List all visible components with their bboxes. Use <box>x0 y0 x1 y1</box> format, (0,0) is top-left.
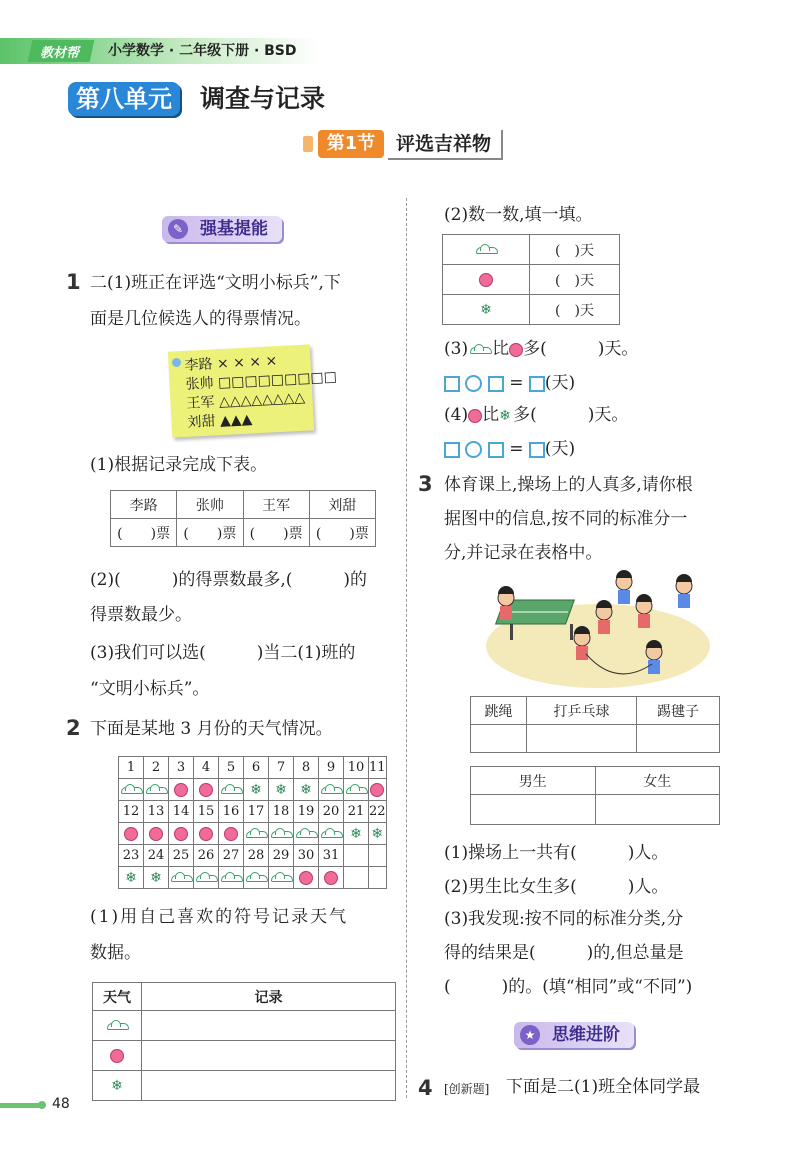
medal-icon: ★ <box>520 1025 540 1045</box>
calendar-weather <box>269 867 294 889</box>
page-dot <box>38 1101 46 1109</box>
question-2-number: 2 <box>66 716 81 740</box>
calendar-day: 21 <box>344 801 369 823</box>
count-cloud-cell <box>443 235 530 265</box>
cloudy-icon <box>244 873 268 882</box>
calendar-day: 25 <box>169 845 194 867</box>
vote-table <box>110 490 376 547</box>
calendar-weather <box>194 823 219 845</box>
section-deco <box>303 136 313 152</box>
sunny-icon <box>370 783 384 797</box>
gender-header: 男生 <box>471 767 596 795</box>
sunny-icon <box>509 343 523 357</box>
cloudy-icon <box>468 345 492 354</box>
snow-icon: ❄ <box>371 825 384 842</box>
q2-part3-than: 比 <box>492 339 510 359</box>
equals-sign: = <box>509 373 524 393</box>
sunny-icon <box>110 1049 124 1063</box>
vote-answer-cell[interactable]: ( )票 <box>177 519 243 547</box>
snow-icon: ❄ <box>480 301 492 318</box>
blank-square[interactable] <box>488 442 504 458</box>
calendar-day <box>344 845 369 867</box>
calendar-weather <box>319 823 344 845</box>
weather-calendar <box>118 756 387 889</box>
calendar-day: 17 <box>244 801 269 823</box>
q3-part3a: (3)我发现:按不同的标准分类,分 <box>444 909 684 929</box>
question-3-number: 3 <box>418 472 433 496</box>
q2-part4 <box>444 404 628 426</box>
pencil-icon: ✎ <box>168 219 188 239</box>
calendar-day: 12 <box>119 801 144 823</box>
calendar-weather <box>294 779 319 801</box>
note-line: 张帅 □□□□□□□□□ <box>185 368 338 393</box>
record-cloud-cell <box>93 1011 142 1041</box>
gender-table <box>470 766 720 825</box>
cloudy-icon <box>219 873 243 882</box>
playground-illustration <box>486 568 710 688</box>
cloudy-icon <box>269 873 293 882</box>
calendar-day: 22 <box>369 801 387 823</box>
page-bar <box>0 1103 42 1108</box>
calendar-day: 14 <box>169 801 194 823</box>
calendar-weather <box>144 823 169 845</box>
calendar-day: 16 <box>219 801 244 823</box>
q2-equation-4 <box>444 438 575 460</box>
blank-circle[interactable] <box>465 375 482 392</box>
calendar-weather <box>144 779 169 801</box>
q2-equation-3 <box>444 372 575 394</box>
calendar-day: 3 <box>169 757 194 779</box>
calendar-day: 2 <box>144 757 169 779</box>
column-divider <box>406 198 407 1098</box>
blank-square[interactable] <box>529 442 545 458</box>
series-tag: 教材帮 <box>28 40 95 62</box>
q2-part4-than: 比 <box>482 405 500 425</box>
snow-icon: ❄ <box>250 781 262 798</box>
calendar-day: 5 <box>219 757 244 779</box>
calendar-weather <box>119 779 144 801</box>
calendar-weather <box>344 823 369 845</box>
calendar-weather <box>244 779 269 801</box>
equation-unit: (天) <box>544 439 576 459</box>
record-input[interactable] <box>142 1011 396 1041</box>
q2-part3-label: (3) <box>444 339 469 359</box>
vote-header: 张帅 <box>177 491 243 519</box>
calendar-weather <box>219 867 244 889</box>
blank-square[interactable] <box>444 442 460 458</box>
calendar-weather <box>119 867 144 889</box>
cloudy-icon <box>105 1021 129 1030</box>
q3-line3: 分,并记录在表格中。 <box>444 543 603 563</box>
calendar-weather <box>194 779 219 801</box>
gender-input[interactable] <box>471 795 596 825</box>
calendar-day: 13 <box>144 801 169 823</box>
cloudy-icon <box>474 245 498 254</box>
vote-answer-cell[interactable]: ( )票 <box>243 519 309 547</box>
q2-part3 <box>444 338 638 360</box>
sunny-icon <box>479 273 493 287</box>
calendar-day: 6 <box>244 757 269 779</box>
q4-line1: 下面是二(1)班全体同学最 <box>506 1077 701 1097</box>
calendar-weather <box>294 823 319 845</box>
q3-line1: 体育课上,操场上的人真多,请你根 <box>444 475 693 495</box>
calendar-weather <box>344 867 369 889</box>
q2-line1: 下面是某地 3 月份的天气情况。 <box>90 719 333 739</box>
snow-icon: ❄ <box>111 1077 123 1094</box>
vote-answer-cell[interactable]: ( )票 <box>309 519 375 547</box>
sunny-icon <box>224 827 238 841</box>
sunny-icon <box>299 871 313 885</box>
calendar-weather <box>244 823 269 845</box>
cloudy-icon <box>194 873 218 882</box>
record-snow-cell <box>93 1071 142 1101</box>
note-line: 李路 × × × × <box>184 353 278 374</box>
section-title: 评选吉祥物 <box>388 130 503 160</box>
calendar-day: 4 <box>194 757 219 779</box>
q3-line2: 据图中的信息,按不同的标准分一 <box>444 509 688 529</box>
q3-part2: (2)男生比女生多( )人。 <box>444 877 669 897</box>
equation-unit: (天) <box>544 373 576 393</box>
sunny-icon <box>199 783 213 797</box>
snow-icon: ❄ <box>350 825 362 842</box>
calendar-weather <box>244 867 269 889</box>
vote-header: 李路 <box>111 491 177 519</box>
equals-sign: = <box>509 439 524 459</box>
calendar-weather <box>269 823 294 845</box>
q4-tag: [创新题] <box>444 1082 490 1096</box>
calendar-weather <box>169 823 194 845</box>
cloudy-icon <box>144 785 168 794</box>
calendar-weather <box>269 779 294 801</box>
record-header-weather: 天气 <box>93 983 142 1011</box>
activity-input[interactable] <box>526 725 636 753</box>
q3-part3b: 得的结果是( )的,但总量是 <box>444 943 684 963</box>
record-table <box>92 982 396 1101</box>
activity-header: 打乒乓球 <box>526 697 636 725</box>
cloudy-icon <box>344 785 368 794</box>
calendar-weather <box>144 867 169 889</box>
calendar-day: 15 <box>194 801 219 823</box>
record-sun-cell <box>93 1041 142 1071</box>
calendar-weather <box>219 779 244 801</box>
vote-header: 刘甜 <box>309 491 375 519</box>
cloudy-icon <box>244 829 268 838</box>
calendar-day: 7 <box>269 757 294 779</box>
count-sun-cell <box>443 265 530 295</box>
cloudy-icon <box>319 829 343 838</box>
sunny-icon <box>324 871 338 885</box>
record-input[interactable] <box>142 1071 396 1101</box>
calendar-weather <box>344 779 369 801</box>
activity-table <box>470 696 720 753</box>
count-answer[interactable]: ( )天 <box>530 265 620 295</box>
calendar-day: 9 <box>319 757 344 779</box>
record-input[interactable] <box>142 1041 396 1071</box>
q1-part3a: (3)我们可以选( )当二(1)班的 <box>90 643 356 663</box>
q2-part4-rest: 多( )天。 <box>513 405 629 425</box>
record-header-record: 记录 <box>142 983 396 1011</box>
calendar-weather <box>169 779 194 801</box>
calendar-day: 20 <box>319 801 344 823</box>
calendar-day: 11 <box>369 757 387 779</box>
calendar-weather <box>119 823 144 845</box>
note-line: 王军 △△△△△△△△ <box>186 389 306 412</box>
calendar-weather <box>319 867 344 889</box>
cloudy-icon <box>319 785 343 794</box>
page-number: 48 <box>52 1096 70 1112</box>
activity-input[interactable] <box>636 725 719 753</box>
calendar-day: 27 <box>219 845 244 867</box>
calendar-day <box>369 845 387 867</box>
gender-header: 女生 <box>595 767 720 795</box>
q1-part1: (1)根据记录完成下表。 <box>90 455 268 475</box>
calendar-day: 28 <box>244 845 269 867</box>
gender-input[interactable] <box>595 795 720 825</box>
calendar-day: 30 <box>294 845 319 867</box>
calendar-weather <box>294 867 319 889</box>
calendar-weather <box>169 867 194 889</box>
count-answer[interactable]: ( )天 <box>530 235 620 265</box>
activity-header: 踢毽子 <box>636 697 719 725</box>
q2-part2: (2)数一数,填一填。 <box>444 205 593 225</box>
section-label: 第1节 <box>318 130 384 158</box>
calendar-day: 29 <box>269 845 294 867</box>
q1-line2: 面是几位候选人的得票情况。 <box>90 309 311 329</box>
snow-icon: ❄ <box>300 781 312 798</box>
blank-square[interactable] <box>444 376 460 392</box>
vote-note <box>168 344 338 437</box>
badge-advanced <box>514 1022 634 1048</box>
calendar-weather <box>319 779 344 801</box>
sunny-icon <box>174 827 188 841</box>
unit-label: 第八单元 <box>68 82 180 116</box>
q2-part1b: 数据。 <box>90 943 141 963</box>
cloudy-icon <box>219 785 243 794</box>
calendar-day: 18 <box>269 801 294 823</box>
snow-icon: ❄ <box>499 407 511 424</box>
calendar-weather <box>369 779 387 801</box>
calendar-day: 23 <box>119 845 144 867</box>
calendar-weather <box>369 867 387 889</box>
calendar-day: 19 <box>294 801 319 823</box>
sunny-icon <box>199 827 213 841</box>
snow-icon: ❄ <box>275 781 287 798</box>
calendar-weather <box>219 823 244 845</box>
vote-answer-cell[interactable]: ( )票 <box>111 519 177 547</box>
cloudy-icon <box>119 785 143 794</box>
q1-part2a: (2)( )的得票数最多,( )的 <box>90 570 368 590</box>
cloudy-icon <box>169 873 193 882</box>
calendar-weather <box>194 867 219 889</box>
badge-basic <box>162 216 282 242</box>
blank-square[interactable] <box>488 376 504 392</box>
badge-basic-label: 强基提能 <box>200 219 268 239</box>
sunny-icon <box>468 409 482 423</box>
count-table <box>442 234 620 325</box>
calendar-day: 26 <box>194 845 219 867</box>
badge-advanced-label: 思维进阶 <box>552 1025 620 1045</box>
snow-icon: ❄ <box>125 869 137 886</box>
calendar-day: 8 <box>294 757 319 779</box>
activity-input[interactable] <box>471 725 527 753</box>
snow-icon: ❄ <box>150 869 162 886</box>
pin-icon <box>172 358 181 367</box>
q3-part3c: ( )的。(填“相同”或“不同”) <box>444 977 693 997</box>
question-1-number: 1 <box>66 270 81 294</box>
q2-part4-label: (4) <box>444 405 469 425</box>
blank-square[interactable] <box>529 376 545 392</box>
q3-part1: (1)操场上一共有( )人。 <box>444 843 669 863</box>
unit-title: 调查与记录 <box>200 84 326 113</box>
cloudy-icon <box>294 829 318 838</box>
question-4-number: 4 <box>418 1076 433 1100</box>
q2-part1a: (1)用自己喜欢的符号记录天气 <box>90 907 349 927</box>
sunny-icon <box>149 827 163 841</box>
count-answer[interactable]: ( )天 <box>530 295 620 325</box>
cloudy-icon <box>269 829 293 838</box>
calendar-day: 1 <box>119 757 144 779</box>
book-title: 小学数学 · 二年级下册 · BSD <box>108 43 297 59</box>
calendar-weather <box>369 823 387 845</box>
note-line: 刘甜 ▲▲▲ <box>187 411 253 431</box>
calendar-day: 10 <box>344 757 369 779</box>
blank-circle[interactable] <box>465 441 482 458</box>
sunny-icon <box>124 827 138 841</box>
q1-part2b: 得票数最少。 <box>90 605 192 625</box>
vote-header: 王军 <box>243 491 309 519</box>
calendar-day: 24 <box>144 845 169 867</box>
q1-part3b: “文明小标兵”。 <box>90 679 210 699</box>
q1-line1: 二(1)班正在评选“文明小标兵”,下 <box>90 273 341 293</box>
sunny-icon <box>174 783 188 797</box>
calendar-day: 31 <box>319 845 344 867</box>
activity-header: 跳绳 <box>471 697 527 725</box>
count-snow-cell <box>443 295 530 325</box>
q2-part3-rest: 多( )天。 <box>523 339 639 359</box>
